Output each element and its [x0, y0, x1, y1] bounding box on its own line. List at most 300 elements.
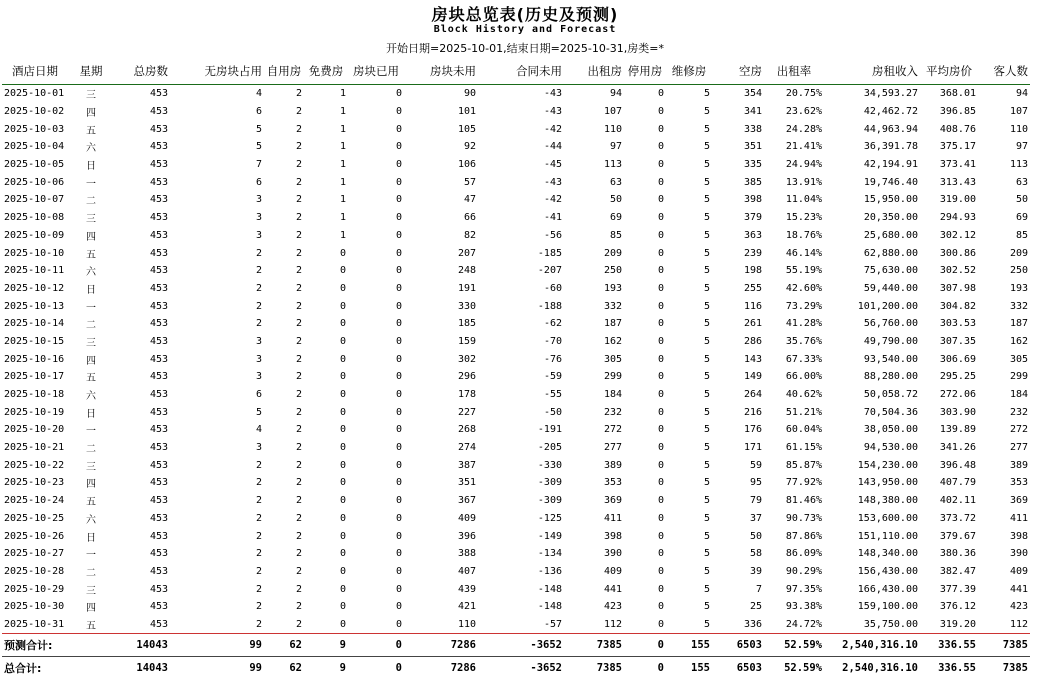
table-cell: 5 [703, 88, 710, 100]
table-cell: 286 [743, 335, 762, 347]
table-cell: 51.21% [785, 406, 822, 418]
table-cell: -60 [543, 282, 562, 294]
table-row [2, 138, 1030, 156]
total-cell: 2,540,316.10 [824, 657, 920, 680]
column-header: 出租率 [764, 58, 824, 85]
table-cell: 232 [603, 406, 622, 418]
total-cell: 7385 [978, 634, 1030, 657]
table-cell: 159,100.00 [857, 601, 918, 613]
table-cell: 2 [295, 176, 302, 188]
table-cell: 396 [457, 530, 476, 542]
table-cell: 330 [457, 300, 476, 312]
table-cell: 0 [395, 106, 402, 118]
table-cell: 5 [703, 194, 710, 206]
table-cell: 90.29% [785, 565, 822, 577]
table-cell: 335 [743, 159, 762, 171]
table-cell: 19,746.40 [863, 176, 918, 188]
column-header: 房块未用 [404, 58, 478, 85]
table-cell: -42 [543, 123, 562, 135]
table-cell: 0 [657, 548, 664, 560]
table-cell: 248 [457, 265, 476, 277]
table-row [2, 280, 1030, 298]
column-header: 自用房 [264, 58, 304, 85]
table-cell: 三 [86, 337, 96, 349]
table-cell: 453 [149, 335, 168, 347]
table-cell: 35,750.00 [863, 618, 918, 630]
table-cell: 85 [1015, 229, 1028, 241]
table-cell: 2025-10-13 [4, 300, 65, 312]
table-cell: 0 [339, 512, 346, 524]
column-header: 无房块占用 [170, 58, 264, 85]
table-cell: 2 [255, 265, 262, 277]
table-cell: 250 [1009, 265, 1028, 277]
table-cell: 五 [86, 620, 96, 632]
table-cell: 2025-10-02 [4, 106, 65, 118]
table-cell: 453 [149, 530, 168, 542]
table-cell: 453 [149, 601, 168, 613]
table-cell: 0 [395, 353, 402, 365]
table-cell: 453 [149, 548, 168, 560]
table-cell: 105 [457, 123, 476, 135]
total-cell: 9 [304, 634, 348, 657]
table-cell: 2025-10-19 [4, 406, 65, 418]
table-cell: 5 [703, 565, 710, 577]
table-cell: 0 [657, 194, 664, 206]
table-cell: 332 [1009, 300, 1028, 312]
table-cell: 2025-10-22 [4, 459, 65, 471]
table-cell: 377.39 [939, 583, 976, 595]
table-cell: 49,790.00 [863, 335, 918, 347]
table-cell: 299 [603, 371, 622, 383]
table-cell: 2025-10-20 [4, 424, 65, 436]
table-cell: 369 [1009, 495, 1028, 507]
table-row [2, 368, 1030, 386]
table-cell: 5 [703, 282, 710, 294]
table-cell: 453 [149, 159, 168, 171]
table-cell: 2 [295, 212, 302, 224]
table-cell: 209 [1009, 247, 1028, 259]
table-cell: 73.29% [785, 300, 822, 312]
table-cell: 0 [657, 106, 664, 118]
table-cell: 2025-10-30 [4, 601, 65, 613]
table-cell: 二 [86, 320, 96, 332]
table-cell: 198 [743, 265, 762, 277]
table-cell: -149 [537, 530, 562, 542]
table-cell: -125 [537, 512, 562, 524]
table-cell: 37 [749, 512, 762, 524]
table-cell: 81.46% [785, 495, 822, 507]
table-cell: 193 [603, 282, 622, 294]
table-cell: 0 [339, 565, 346, 577]
table-cell: 40.62% [785, 389, 822, 401]
table-cell: 34,593.27 [863, 88, 918, 100]
table-cell: -309 [537, 495, 562, 507]
table-cell: 423 [603, 601, 622, 613]
table-cell: 453 [149, 212, 168, 224]
table-cell: 2025-10-08 [4, 212, 65, 224]
table-cell: 341 [743, 106, 762, 118]
table-cell: 36,391.78 [863, 141, 918, 153]
table-cell: 313.43 [939, 176, 976, 188]
table-cell: 0 [657, 565, 664, 577]
column-header: 免费房 [304, 58, 348, 85]
table-cell: 261 [743, 318, 762, 330]
table-cell: 379 [743, 212, 762, 224]
table-cell: 439 [457, 583, 476, 595]
table-cell: 151,110.00 [857, 530, 918, 542]
table-cell: -205 [537, 442, 562, 454]
table-cell: 三 [86, 90, 96, 102]
table-cell: 2025-10-01 [4, 88, 65, 100]
table-cell: 107 [1009, 106, 1028, 118]
table-cell: 42,462.72 [863, 106, 918, 118]
table-cell: 369 [603, 495, 622, 507]
total-cell: 52.59% [764, 657, 824, 680]
table-cell: 184 [603, 389, 622, 401]
table-cell: 0 [395, 601, 402, 613]
table-cell: 3 [255, 229, 262, 241]
table-cell: -148 [537, 583, 562, 595]
table-cell: 302.52 [939, 265, 976, 277]
table-cell: 23.62% [785, 106, 822, 118]
table-cell: 0 [657, 229, 664, 241]
table-cell: 390 [603, 548, 622, 560]
total-cell: 0 [624, 634, 666, 657]
total-label: 预测合计: [2, 634, 68, 657]
table-cell: 四 [86, 479, 96, 491]
table-cell: 0 [339, 318, 346, 330]
table-cell: 6 [255, 389, 262, 401]
table-cell: 六 [86, 391, 96, 403]
table-cell: 85 [609, 229, 622, 241]
total-cell: 99 [170, 657, 264, 680]
table-cell: 5 [703, 530, 710, 542]
table-cell: 300.86 [939, 247, 976, 259]
table-cell: -44 [543, 141, 562, 153]
table-cell: 3 [255, 194, 262, 206]
table-cell: 2025-10-27 [4, 548, 65, 560]
table-cell: 178 [457, 389, 476, 401]
total-cell: 336.55 [920, 634, 978, 657]
table-cell: 24.72% [785, 618, 822, 630]
table-cell: -134 [537, 548, 562, 560]
table-row [2, 85, 1030, 103]
table-cell: 367 [457, 495, 476, 507]
table-cell: -136 [537, 565, 562, 577]
table-cell: 0 [339, 495, 346, 507]
column-header: 客人数 [978, 58, 1030, 85]
table-cell: -188 [537, 300, 562, 312]
table-cell: 5 [703, 318, 710, 330]
table-row [2, 297, 1030, 315]
column-header: 维修房 [666, 58, 712, 85]
table-cell: 0 [657, 265, 664, 277]
table-cell: 453 [149, 618, 168, 630]
total-cell [68, 634, 114, 657]
table-cell: 149 [743, 371, 762, 383]
table-cell: 0 [339, 459, 346, 471]
table-cell: 385 [743, 176, 762, 188]
table-row [2, 474, 1030, 492]
table-cell: 5 [703, 106, 710, 118]
table-cell: 2 [295, 512, 302, 524]
table-cell: 24.94% [785, 159, 822, 171]
table-cell: 0 [395, 371, 402, 383]
table-cell: 2 [295, 406, 302, 418]
table-cell: 0 [339, 618, 346, 630]
table-cell: 303.90 [939, 406, 976, 418]
table-cell: 302 [457, 353, 476, 365]
table-cell: 398 [1009, 530, 1028, 542]
table-cell: 0 [339, 477, 346, 489]
table-cell: 0 [657, 512, 664, 524]
table-cell: 453 [149, 194, 168, 206]
table-cell: 453 [149, 318, 168, 330]
table-cell: 0 [657, 176, 664, 188]
table-cell: 319.00 [939, 194, 976, 206]
table-cell: 453 [149, 424, 168, 436]
table-cell: 0 [657, 159, 664, 171]
table-row [2, 120, 1030, 138]
table-cell: 5 [255, 141, 262, 153]
column-header: 房块已用 [348, 58, 404, 85]
table-cell: 97.35% [785, 583, 822, 595]
forecast-total-row [2, 634, 1030, 657]
table-cell: 0 [395, 495, 402, 507]
table-cell: 2 [255, 583, 262, 595]
table-cell: 296 [457, 371, 476, 383]
table-cell: 453 [149, 495, 168, 507]
table-row [2, 403, 1030, 421]
table-cell: 0 [395, 424, 402, 436]
table-cell: 0 [657, 300, 664, 312]
table-cell: -56 [543, 229, 562, 241]
table-cell: 0 [395, 282, 402, 294]
table-cell: 38,050.00 [863, 424, 918, 436]
table-cell: 0 [657, 601, 664, 613]
table-cell: 5 [703, 512, 710, 524]
total-label: 总合计: [2, 657, 68, 680]
table-cell: 一 [86, 426, 96, 438]
table-cell: 409 [457, 512, 476, 524]
total-cell: 0 [348, 657, 404, 680]
table-cell: 3 [255, 353, 262, 365]
table-cell: 351 [457, 477, 476, 489]
header-row [2, 58, 1030, 85]
total-cell: 62 [264, 634, 304, 657]
table-cell: -191 [537, 424, 562, 436]
table-cell: 299 [1009, 371, 1028, 383]
table-cell: 332 [603, 300, 622, 312]
table-cell: 94 [609, 88, 622, 100]
total-cell: 0 [624, 657, 666, 680]
table-cell: 5 [703, 424, 710, 436]
table-row [2, 386, 1030, 404]
table-cell: -185 [537, 247, 562, 259]
table-cell: 389 [1009, 459, 1028, 471]
table-cell: 0 [657, 318, 664, 330]
table-cell: 0 [339, 335, 346, 347]
table-cell: 24.28% [785, 123, 822, 135]
table-cell: 5 [703, 442, 710, 454]
table-cell: 0 [339, 265, 346, 277]
table-cell: 0 [395, 477, 402, 489]
table-cell: 一 [86, 550, 96, 562]
table-cell: 79 [749, 495, 762, 507]
table-cell: 341.26 [939, 442, 976, 454]
table-cell: 0 [395, 123, 402, 135]
table-cell: 50 [609, 194, 622, 206]
table-cell: 0 [657, 406, 664, 418]
table-cell: 2 [295, 601, 302, 613]
column-header: 总房数 [114, 58, 170, 85]
table-cell: 185 [457, 318, 476, 330]
table-cell: 306.69 [939, 353, 976, 365]
total-cell: 52.59% [764, 634, 824, 657]
table-cell: 82 [463, 229, 476, 241]
table-cell: 三 [86, 214, 96, 226]
table-cell: 272 [1009, 424, 1028, 436]
table-cell: 50 [749, 530, 762, 542]
table-cell: 353 [603, 477, 622, 489]
table-cell: 5 [703, 583, 710, 595]
table-cell: 2 [255, 601, 262, 613]
table-cell: 66.00% [785, 371, 822, 383]
table-cell: 25,680.00 [863, 229, 918, 241]
table-cell: 20,350.00 [863, 212, 918, 224]
table-cell: 110 [603, 123, 622, 135]
table-cell: 90 [463, 88, 476, 100]
total-cell [68, 657, 114, 680]
table-cell: 0 [395, 141, 402, 153]
table-cell: 0 [395, 389, 402, 401]
table-cell: 453 [149, 265, 168, 277]
table-cell: 2 [255, 618, 262, 630]
table-cell: 398 [743, 194, 762, 206]
table-cell: 5 [703, 300, 710, 312]
table-cell: 59 [749, 459, 762, 471]
table-cell: 2025-10-03 [4, 123, 65, 135]
table-cell: 三 [86, 585, 96, 597]
total-cell: 6503 [712, 657, 764, 680]
table-cell: 207 [457, 247, 476, 259]
table-cell: 1 [339, 176, 346, 188]
table-cell: 376.12 [939, 601, 976, 613]
table-cell: 0 [657, 353, 664, 365]
total-cell: 155 [666, 634, 712, 657]
table-cell: 2025-10-18 [4, 389, 65, 401]
table-cell: 0 [395, 88, 402, 100]
table-cell: 35.76% [785, 335, 822, 347]
table-cell: 2 [295, 353, 302, 365]
table-cell: 0 [339, 583, 346, 595]
table-cell: 2 [295, 583, 302, 595]
total-cell: 7286 [404, 657, 478, 680]
table-cell: 41.28% [785, 318, 822, 330]
table-cell: 0 [657, 495, 664, 507]
table-cell: 441 [1009, 583, 1028, 595]
report-subtitle: Block History and Forecast [433, 24, 617, 35]
table-cell: 0 [395, 512, 402, 524]
table-cell: 389 [603, 459, 622, 471]
table-cell: 2 [295, 495, 302, 507]
table-cell: 2025-10-12 [4, 282, 65, 294]
table-row [2, 580, 1030, 598]
table-cell: 50,058.72 [863, 389, 918, 401]
table-cell: 0 [395, 229, 402, 241]
table-cell: 四 [86, 355, 96, 367]
table-cell: 116 [743, 300, 762, 312]
column-header: 停用房 [624, 58, 666, 85]
table-cell: 2 [255, 495, 262, 507]
table-cell: 0 [657, 141, 664, 153]
table-cell: -76 [543, 353, 562, 365]
table-cell: 1 [339, 88, 346, 100]
table-cell: 0 [339, 548, 346, 560]
table-cell: 272 [603, 424, 622, 436]
table-cell: -57 [543, 618, 562, 630]
table-cell: 2 [295, 106, 302, 118]
table-cell: 2 [295, 194, 302, 206]
table-cell: 0 [339, 371, 346, 383]
table-cell: 336 [743, 618, 762, 630]
table-cell: 2025-10-23 [4, 477, 65, 489]
table-row [2, 103, 1030, 121]
table-cell: 5 [703, 371, 710, 383]
table-cell: 18.76% [785, 229, 822, 241]
table-cell: -207 [537, 265, 562, 277]
table-cell: 453 [149, 282, 168, 294]
table-cell: 7 [755, 583, 762, 595]
table-cell: -43 [543, 106, 562, 118]
table-cell: 268 [457, 424, 476, 436]
table-cell: 5 [703, 618, 710, 630]
table-cell: 110 [1009, 123, 1028, 135]
table-cell: 272.06 [939, 389, 976, 401]
table-cell: 409 [603, 565, 622, 577]
table-cell: 453 [149, 459, 168, 471]
total-cell: 9 [304, 657, 348, 680]
table-cell: 56,760.00 [863, 318, 918, 330]
total-cell: 0 [348, 634, 404, 657]
table-cell: 0 [339, 247, 346, 259]
table-cell: 0 [395, 318, 402, 330]
table-cell: 5 [703, 141, 710, 153]
report-parameters: 开始日期=2025-10-01,结束日期=2025-10-31,房类=* [386, 42, 664, 55]
table-cell: -70 [543, 335, 562, 347]
table-cell: 日 [86, 161, 96, 173]
table-cell: 0 [395, 548, 402, 560]
table-row [2, 209, 1030, 227]
table-cell: 156,430.00 [857, 565, 918, 577]
table-cell: 411 [603, 512, 622, 524]
table-cell: 0 [395, 530, 402, 542]
table-cell: -43 [543, 176, 562, 188]
table-cell: 373.41 [939, 159, 976, 171]
report-title: 房块总览表(历史及预测) [431, 5, 619, 24]
table-cell: 0 [395, 300, 402, 312]
table-cell: 二 [86, 196, 96, 208]
table-cell: 六 [86, 514, 96, 526]
table-cell: 2 [295, 530, 302, 542]
table-cell: 0 [395, 565, 402, 577]
table-cell: 441 [603, 583, 622, 595]
table-cell: 307.35 [939, 335, 976, 347]
table-cell: 2025-10-10 [4, 247, 65, 259]
table-cell: 四 [86, 108, 96, 120]
table-cell: 2 [295, 618, 302, 630]
table-cell: 5 [703, 459, 710, 471]
